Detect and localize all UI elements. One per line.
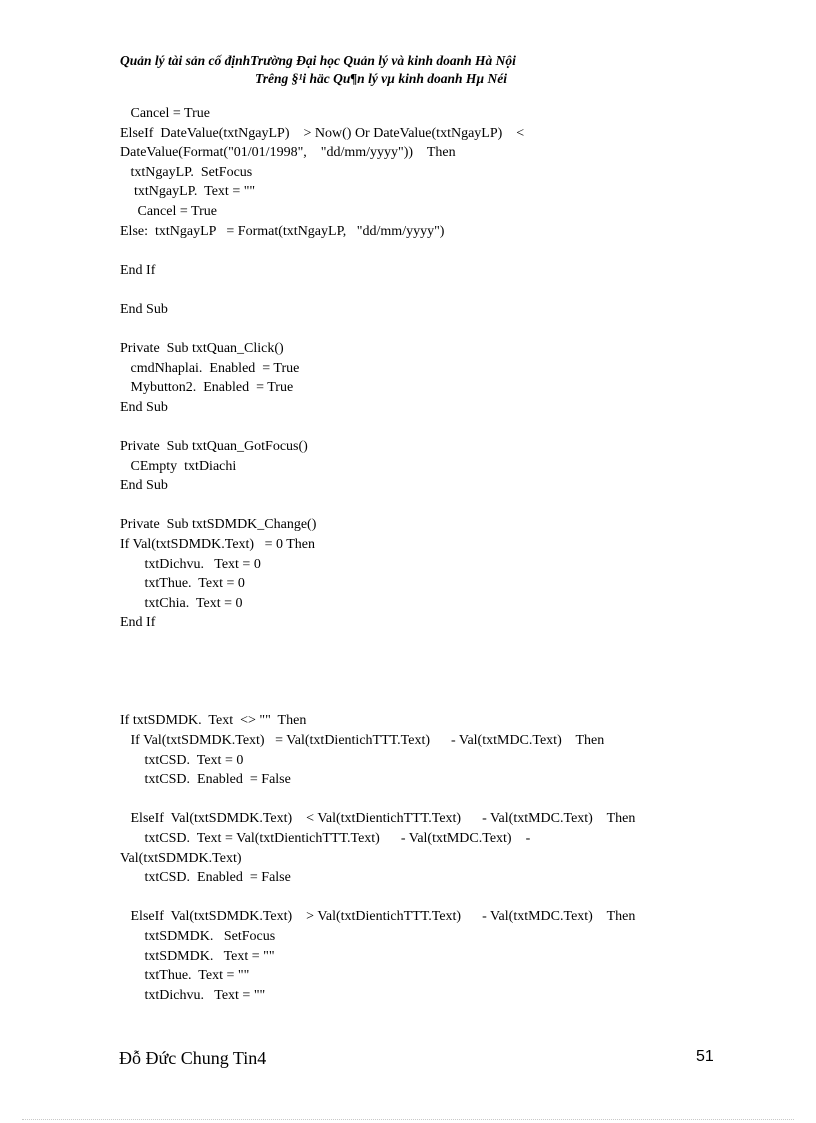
code-line: cmdNhaplai. Enabled = True (120, 360, 300, 376)
code-line: txtDichvu. Text = 0 (120, 556, 261, 572)
code-line: Else: txtNgayLP = Format(txtNgayLP, "dd/mm/yyyy") (120, 223, 445, 239)
code-line: End Sub (120, 478, 168, 494)
code-line: txtDichvu. Text = "" (120, 987, 266, 1003)
code-line: Private Sub txtQuan_GotFocus() (120, 439, 308, 455)
code-line: Private Sub txtQuan_Click() (120, 341, 284, 357)
code-line (120, 280, 720, 300)
code-line: txtThue. Text = 0 (120, 576, 245, 592)
code-line: End Sub (120, 301, 168, 317)
code-line: txtSDMDK. SetFocus (120, 928, 276, 944)
code-line: ElseIf Val(txtSDMDK.Text) < Val(txtDientichTTT.Text) - Val(txtMDC.Text) Then (120, 811, 636, 827)
code-line: End If (120, 615, 156, 631)
code-line: txtChia. Text = 0 (120, 595, 243, 611)
code-line: DateValue(Format("01/01/1998", "dd/mm/yyyy")) Then (120, 145, 456, 161)
code-listing (120, 104, 720, 1005)
code-line: CEmpty txtDiachi (120, 458, 237, 474)
code-line: Private Sub txtSDMDK_Change() (120, 517, 317, 533)
code-line (120, 241, 720, 261)
code-line (120, 672, 720, 692)
code-line: Cancel = True (120, 106, 210, 121)
code-line: If Val(txtSDMDK.Text) = Val(txtDientichTTT.Text) - Val(txtMDC.Text) Then (120, 733, 605, 748)
code-line (120, 320, 720, 340)
footer-author: Đỗ Đức Chung Tin4 (119, 1048, 267, 1068)
page-bottom-divider (22, 1119, 794, 1120)
code-line: ElseIf Val(txtSDMDK.Text) > Val(txtDientichTTT.Text) - Val(txtMDC.Text) Then (120, 909, 636, 925)
code-line: End Sub (120, 399, 168, 415)
code-line: If txtSDMDK. Text <> "" Then (120, 713, 307, 729)
code-line (120, 418, 720, 438)
code-line: txtSDMDK. Text = "" (120, 948, 275, 964)
code-line: End If (120, 262, 156, 278)
code-line: Val(txtSDMDK.Text) (120, 850, 242, 866)
code-line: txtCSD. Enabled = False (120, 772, 291, 788)
code-line: txtCSD. Text = Val(txtDientichTTT.Text) - Val(txtMDC.Text) - (120, 830, 531, 846)
code-line: If Val(txtSDMDK.Text) = 0 Then (120, 537, 315, 553)
code-line: txtNgayLP. Text = "" (120, 184, 256, 200)
code-line (120, 653, 720, 673)
code-line (120, 496, 720, 516)
code-line: txtCSD. Enabled = False (120, 870, 291, 886)
header-title: Quản lý tài sản cố địnhTrường Đại học Quản lý và kinh doanh Hà Nội (120, 53, 516, 68)
code-line: txtThue. Text = "" (120, 968, 250, 984)
code-line (120, 790, 720, 810)
code-line: txtCSD. Text = 0 (120, 752, 244, 768)
footer-page-number: 51 (696, 1048, 714, 1065)
code-line (120, 633, 720, 653)
header-title-garbled: Trêng §¹i häc Qu¶n lý vµ kinh doanh Hµ Néi (255, 71, 508, 86)
code-line: ElseIf DateValue(txtNgayLP) > Now() Or DateValue(txtNgayLP) < (120, 125, 525, 141)
code-line: txtNgayLP. SetFocus (120, 164, 253, 180)
code-line: Cancel = True (120, 203, 217, 219)
code-line (120, 888, 720, 908)
code-line: Mybutton2. Enabled = True (120, 380, 294, 396)
code-line (120, 692, 720, 712)
